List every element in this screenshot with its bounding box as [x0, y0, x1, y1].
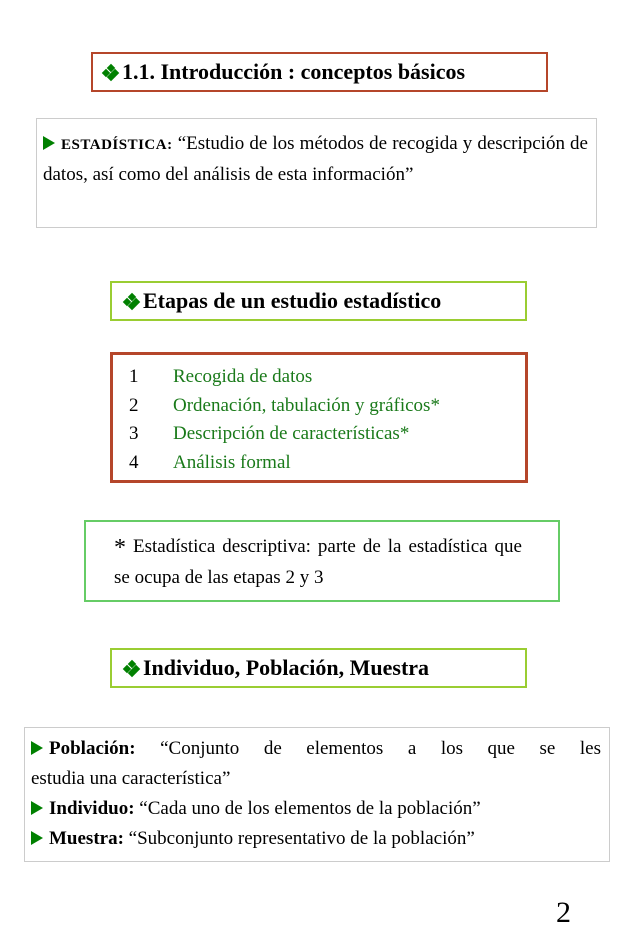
section-title-intro-text: 1.1. Introducción : conceptos básicos: [122, 59, 466, 84]
stage-item: [129, 449, 525, 478]
stage-item: [129, 363, 525, 392]
definition-term: Población:: [49, 738, 136, 759]
stage-number: 3: [129, 423, 139, 444]
definition-population-continuation: estudia una característica”: [31, 768, 231, 789]
note-text: Estadística descriptiva: parte de la estadística que se ocupa de las etapas 2 y 3: [114, 536, 522, 588]
diamond-bullet-icon: [124, 661, 139, 676]
stage-text: Descripción de características*: [173, 423, 410, 444]
statistics-definition: “Estudio de los métodos de recogida y descripción de datos, así como del análisis de esta información”: [43, 133, 588, 185]
definition-text: “Subconjunto representativo de la población”: [128, 828, 475, 849]
section-title-stages-text: Etapas de un estudio estadístico: [143, 288, 442, 313]
definition-text: “Conjunto de elementos a los que se les: [160, 738, 601, 759]
page-number: 2: [556, 896, 571, 929]
statistics-term: ESTADÍSTICA:: [61, 137, 173, 153]
stage-number: 1: [129, 366, 139, 387]
stages-list: [110, 352, 528, 483]
stage-number: 2: [129, 394, 139, 416]
stage-number: 4: [129, 451, 139, 473]
definition-text: “Cada uno de los elementos de la población”: [139, 798, 481, 819]
stage-text: Recogida de datos: [173, 366, 313, 387]
section-title-population: [110, 648, 527, 688]
definition-term: Muestra:: [49, 828, 124, 849]
population-definitions-box: [24, 727, 610, 862]
definition-term: Individuo:: [49, 798, 135, 819]
statistics-definition-box: [36, 118, 597, 228]
diamond-bullet-icon: [103, 65, 118, 80]
definition-individual: [31, 794, 601, 824]
stage-item: [129, 392, 525, 421]
arrow-bullet-icon: [31, 801, 43, 815]
definition-population: [31, 734, 601, 764]
diamond-bullet-icon: [124, 294, 139, 309]
note-asterisk: *: [114, 535, 126, 561]
descriptive-statistics-note: [84, 520, 560, 602]
section-title-intro: [91, 52, 548, 92]
stage-text: Ordenación, tabulación y gráficos*: [173, 394, 440, 416]
arrow-bullet-icon: [31, 831, 43, 845]
stage-item: [129, 420, 525, 449]
arrow-bullet-icon: [43, 136, 55, 150]
section-title-population-text: Individuo, Población, Muestra: [143, 655, 430, 680]
definition-sample: [31, 824, 601, 854]
stage-text: Análisis formal: [173, 451, 291, 473]
arrow-bullet-icon: [31, 741, 43, 755]
section-title-stages: [110, 281, 527, 321]
